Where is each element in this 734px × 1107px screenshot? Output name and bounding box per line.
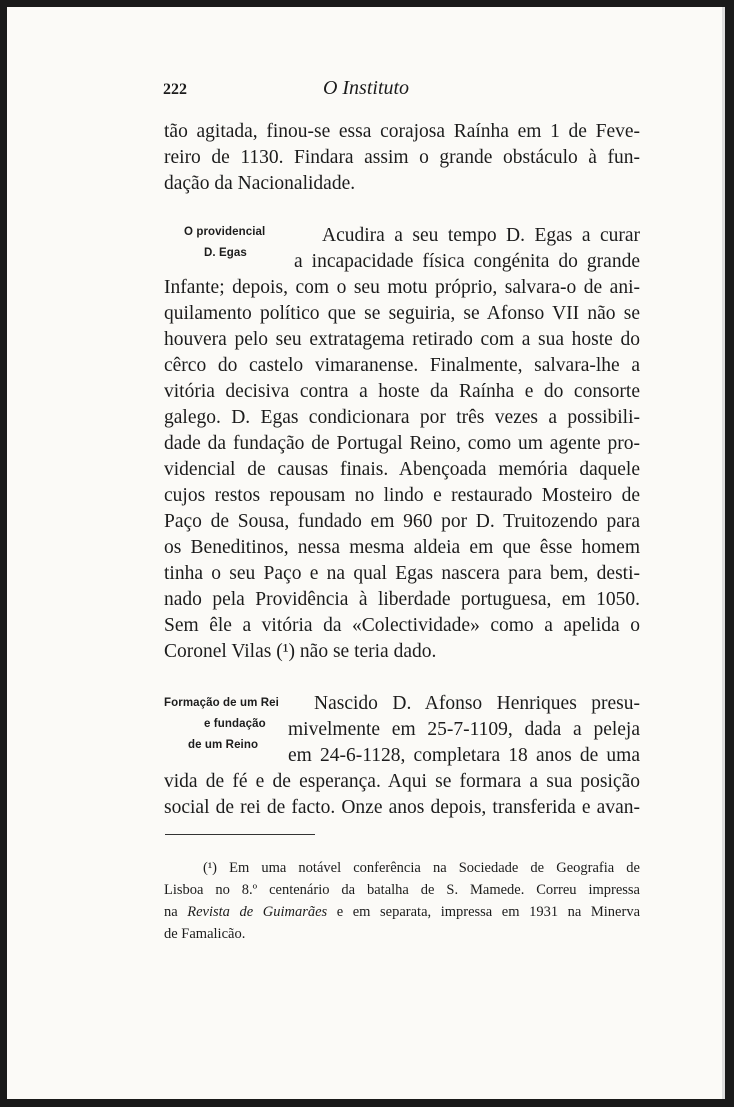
text-line: vitória decisiva contra a hoste da Raínha e do consorte xyxy=(164,381,640,402)
text-line: Acudira a seu tempo D. Egas a curar xyxy=(322,225,640,246)
text-line: videncial de causas finais. Abençoada memória daquele xyxy=(164,459,640,480)
text-line: os Beneditinos, nessa mesma aldeia em que êsse homem xyxy=(164,537,640,558)
text-line: em 24-6-1128, completara 18 anos de uma xyxy=(288,745,640,766)
page-number: 222 xyxy=(163,81,187,98)
text-line: mivelmente em 25-7-1109, dada a peleja xyxy=(288,719,640,740)
text-line: Nascido D. Afonso Henriques presu- xyxy=(314,693,640,714)
margin-note-line: de um Reino xyxy=(188,739,259,751)
footnote-rule xyxy=(165,834,315,835)
margin-note-line: D. Egas xyxy=(204,247,247,259)
text-line: quilamento político que se seguiria, se Afonso VII não se xyxy=(164,303,640,324)
text-line: dade da fundação de Portugal Reino, como um agente pro- xyxy=(164,433,640,454)
margin-note-line: Formação de um Rei xyxy=(164,697,279,709)
text-line: galego. D. Egas condicionara por três vezes a possibili- xyxy=(164,407,640,428)
text-line: tão agitada, finou-se essa corajosa Raínha em 1 de Feve- xyxy=(164,121,640,142)
text-line: tinha o seu Paço e na qual Egas nascera para bem, desti- xyxy=(164,563,640,584)
text-line: houvera pelo seu extratagema retirado com a sua hoste do xyxy=(164,329,640,350)
text-line: dação da Nacionalidade. xyxy=(164,173,356,194)
text-line: Coronel Vilas (¹) não se teria dado. xyxy=(164,641,437,662)
footnote-line: Lisboa no 8.º centenário da batalha de S. Mamede. Correu impressa xyxy=(164,882,640,898)
text-line: Paço de Sousa, fundado em 960 por D. Truitozendo para xyxy=(164,511,640,532)
margin-note-line: O providencial xyxy=(184,226,266,238)
footnote-journal-title: Revista de Guimarães xyxy=(187,904,328,920)
page-edge xyxy=(722,7,725,1099)
margin-note-line: e fundação xyxy=(204,718,266,730)
text-line: Infante; depois, com o seu motu próprio, salvara-o de ani- xyxy=(164,277,640,298)
text-line: social de rei de facto. Onze anos depois, transferida e avan- xyxy=(164,797,640,818)
text-line: nado pela Providência à liberdade portuguesa, em 1050. xyxy=(164,589,640,610)
text-line: reiro de 1130. Findara assim o grande obstáculo à fun- xyxy=(164,147,640,168)
text-line: Sem êle a vitória da «Colectividade» como a apelida o xyxy=(164,615,640,636)
text-line: a incapacidade física congénita do grande xyxy=(294,251,640,272)
text-line: cêrco do castelo vimaranense. Finalmente, salvara-lhe a xyxy=(164,355,640,376)
book-page xyxy=(7,7,725,1099)
running-title: O Instituto xyxy=(322,77,410,99)
text-line: vida de fé e de esperança. Aqui se formara a sua posição xyxy=(164,771,640,792)
footnote-line: na Revista de Guimarães e em separata, impressa em 1931 na Minerva xyxy=(164,904,641,920)
text-line: cujos restos repousam no lindo e restaurado Mosteiro de xyxy=(164,485,640,506)
footnote-line: de Famalicão. xyxy=(164,926,246,942)
footnote-line: (¹) Em uma notável conferência na Sociedade de Geografia de xyxy=(203,860,640,876)
